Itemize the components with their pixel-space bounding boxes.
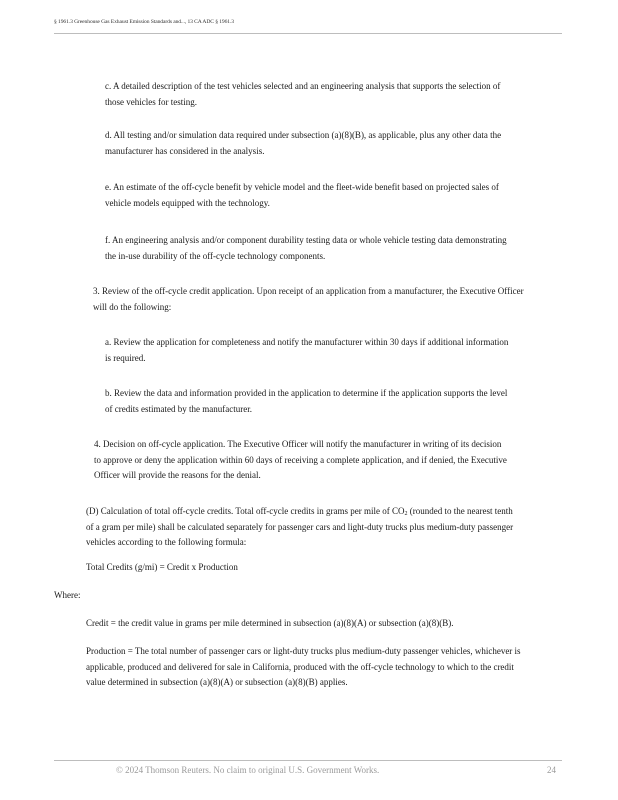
footer-copyright: © 2024 Thomson Reuters. No claim to original U.S. Government Works. xyxy=(116,765,380,775)
paragraph-section-D: (D) Calculation of total off-cycle credits. Total off-cycle credits in grams per mile of $CO_2$ (rounded to the nearest tenth of a gram per mile) shall be calculated separately for passenger cars and light-duty trucks plus medium-duty passenger vehicles according to the following formula: xyxy=(86,506,514,547)
paragraph-item-4: 4. Decision on off-cycle application. The Executive Officer will notify the manufacturer in writing of its decision to approve or deny the application within 60 days of receiving a complete application, and if denied, the Executive Officer will provide the reasons for the denial. xyxy=(94,439,507,480)
credit-definition: Credit = the credit value in grams per mile determined in subsection (a)(8)(A) or subsection (a)(8)(B). xyxy=(86,618,454,628)
paragraph-e: e. An estimate of the off-cycle benefit by vehicle model and the fleet-wide benefit based on projected sales of vehicle models equipped with the technology. xyxy=(105,182,499,208)
paragraph-c: c. A detailed description of the test vehicles selected and an engineering analysis that supports the selection of those vehicles for testing. xyxy=(105,81,501,107)
where-label: Where: xyxy=(54,590,81,600)
paragraph-d: d. All testing and/or simulation data required under subsection (a)(8)(B), as applicable, plus any other data the manufacturer has considered in the analysis. xyxy=(105,130,502,156)
page-number: 24 xyxy=(547,765,556,775)
footer-divider xyxy=(54,760,562,761)
production-definition: Production = The total number of passenger cars or light-duty trucks plus medium-duty passenger vehicles, whichever is applicable, produced and delivered for sale in California, produced with the off-cycle technology to which to the credit value determined in subsection (a)(8)(A) or subsection (a)(8)(B) applies. xyxy=(86,646,521,687)
paragraph-f: f. An engineering analysis and/or component durability testing data or whole vehicle testing data demonstrating the in-use durability of the off-cycle technology components. xyxy=(105,235,507,261)
formula: Total Credits (g/mi) = Credit x Production xyxy=(86,562,238,572)
running-header: § 1961.3 Greenhouse Gas Exhaust Emission Standards and..., 13 CA ADC § 1961.3 xyxy=(54,19,234,25)
paragraph-item-3a: a. Review the application for completeness and notify the manufacturer within 30 days if additional information is required. xyxy=(105,337,509,363)
paragraph-item-3b: b. Review the data and information provided in the application to determine if the application supports the level of credits estimated by the manufacturer. xyxy=(105,388,508,414)
header-divider xyxy=(54,33,562,34)
paragraph-item-3: 3. Review of the off-cycle credit application. Upon receipt of an application from a manufacturer, the Executive Officer will do the following: xyxy=(93,286,524,312)
